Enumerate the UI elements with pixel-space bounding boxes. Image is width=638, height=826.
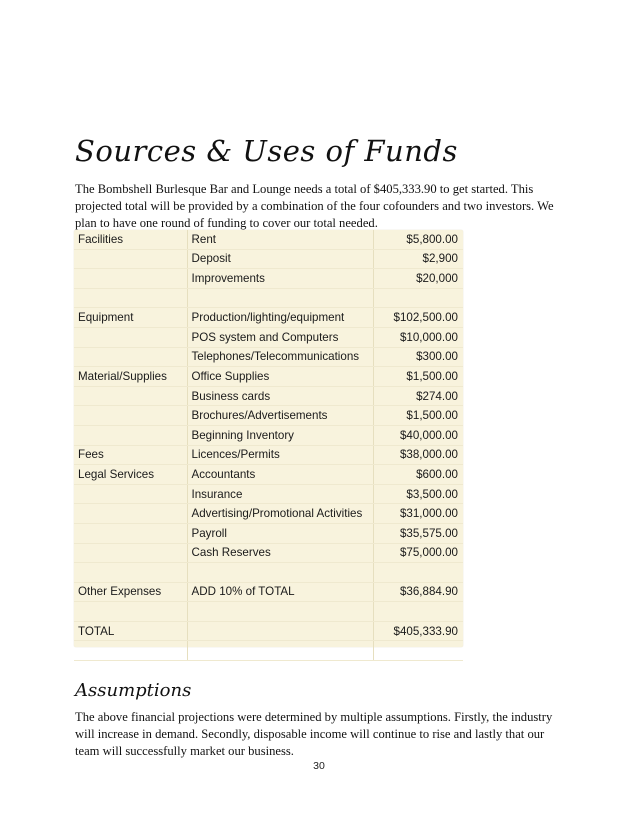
category-cell [74, 386, 187, 406]
table-row [74, 386, 463, 406]
category-cell [74, 543, 187, 563]
amount-cell: $2,900 [373, 249, 463, 269]
table-row [74, 308, 463, 328]
item-cell [187, 563, 373, 583]
table-row [74, 543, 463, 563]
item-cell [187, 288, 373, 308]
table-row [74, 484, 463, 504]
item-cell [187, 621, 373, 641]
item-cell: Advertising/Promotional Activities [187, 504, 373, 524]
item-cell: Improvements [187, 269, 373, 289]
funds-table-body [74, 230, 463, 661]
category-cell: Legal Services [74, 465, 187, 485]
item-cell: Production/lighting/equipment [187, 308, 373, 328]
category-cell [74, 563, 187, 583]
item-cell: Accountants [187, 465, 373, 485]
table-row [74, 425, 463, 445]
category-cell [74, 484, 187, 504]
page-number: 30 [313, 760, 325, 772]
item-cell [187, 602, 373, 622]
amount-cell: $10,000.00 [373, 327, 463, 347]
amount-cell: $5,800.00 [373, 230, 463, 249]
item-cell: Deposit [187, 249, 373, 269]
amount-cell: $35,575.00 [373, 523, 463, 543]
table-row [74, 563, 463, 583]
category-cell: Other Expenses [74, 582, 187, 602]
table-row [74, 249, 463, 269]
table-row [74, 504, 463, 524]
amount-cell [373, 641, 463, 661]
category-cell [74, 347, 187, 367]
item-cell: Licences/Permits [187, 445, 373, 465]
table-row [74, 288, 463, 308]
amount-cell: $3,500.00 [373, 484, 463, 504]
table-row [74, 602, 463, 622]
category-cell: TOTAL [74, 621, 187, 641]
item-cell: ADD 10% of TOTAL [187, 582, 373, 602]
table-row [74, 523, 463, 543]
amount-cell: $75,000.00 [373, 543, 463, 563]
amount-cell: $300.00 [373, 347, 463, 367]
assumptions-heading: Assumptions [75, 680, 192, 701]
item-cell: Cash Reserves [187, 543, 373, 563]
category-cell [74, 641, 187, 661]
category-cell: Equipment [74, 308, 187, 328]
item-cell: Insurance [187, 484, 373, 504]
intro-paragraph: The Bombshell Burlesque Bar and Lounge needs a total of $405,333.90 to get started. This projected total will be provided by a combination of the four cofounders and two investors. We plan to have one round of funding to cover our total needed. [75, 182, 554, 230]
amount-cell: $102,500.00 [373, 308, 463, 328]
table-row [74, 641, 463, 661]
table-row [74, 406, 463, 426]
amount-cell: $38,000.00 [373, 445, 463, 465]
item-cell: Office Supplies [187, 367, 373, 387]
table-row [74, 621, 463, 641]
amount-cell [373, 602, 463, 622]
amount-cell: $20,000 [373, 269, 463, 289]
table-row [74, 445, 463, 465]
item-cell: POS system and Computers [187, 327, 373, 347]
item-cell [187, 641, 373, 661]
amount-cell [373, 288, 463, 308]
table-row [74, 230, 463, 249]
item-cell: Business cards [187, 386, 373, 406]
table-row [74, 367, 463, 387]
category-cell [74, 504, 187, 524]
amount-cell: $405,333.90 [373, 621, 463, 641]
table-row [74, 327, 463, 347]
amount-cell: $40,000.00 [373, 425, 463, 445]
category-cell [74, 327, 187, 347]
category-cell [74, 602, 187, 622]
funds-table [74, 230, 463, 661]
table-row [74, 269, 463, 289]
category-cell [74, 288, 187, 308]
table-row [74, 582, 463, 602]
item-cell: Rent [187, 230, 373, 249]
item-cell: Telephones/Telecommunications [187, 347, 373, 367]
item-cell: Beginning Inventory [187, 425, 373, 445]
assumptions-paragraph: The above financial projections were determined by multiple assumptions. Firstly, the industry will increase in demand. Secondly, disposable income will continue to rise and lastly that our team will successfully market our business. [75, 710, 553, 758]
amount-cell: $1,500.00 [373, 367, 463, 387]
amount-cell [373, 563, 463, 583]
category-cell: Fees [74, 445, 187, 465]
page-heading: Sources & Uses of Funds [75, 134, 458, 168]
category-cell [74, 269, 187, 289]
category-cell [74, 523, 187, 543]
amount-cell: $1,500.00 [373, 406, 463, 426]
item-cell: Payroll [187, 523, 373, 543]
amount-cell: $274.00 [373, 386, 463, 406]
category-cell: Facilities [74, 230, 187, 249]
funds-table-container [74, 230, 463, 647]
category-cell [74, 249, 187, 269]
category-cell [74, 406, 187, 426]
category-cell [74, 425, 187, 445]
category-cell: Material/Supplies [74, 367, 187, 387]
amount-cell: $36,884.90 [373, 582, 463, 602]
table-row [74, 347, 463, 367]
item-cell: Brochures/Advertisements [187, 406, 373, 426]
amount-cell: $600.00 [373, 465, 463, 485]
amount-cell: $31,000.00 [373, 504, 463, 524]
table-row [74, 465, 463, 485]
